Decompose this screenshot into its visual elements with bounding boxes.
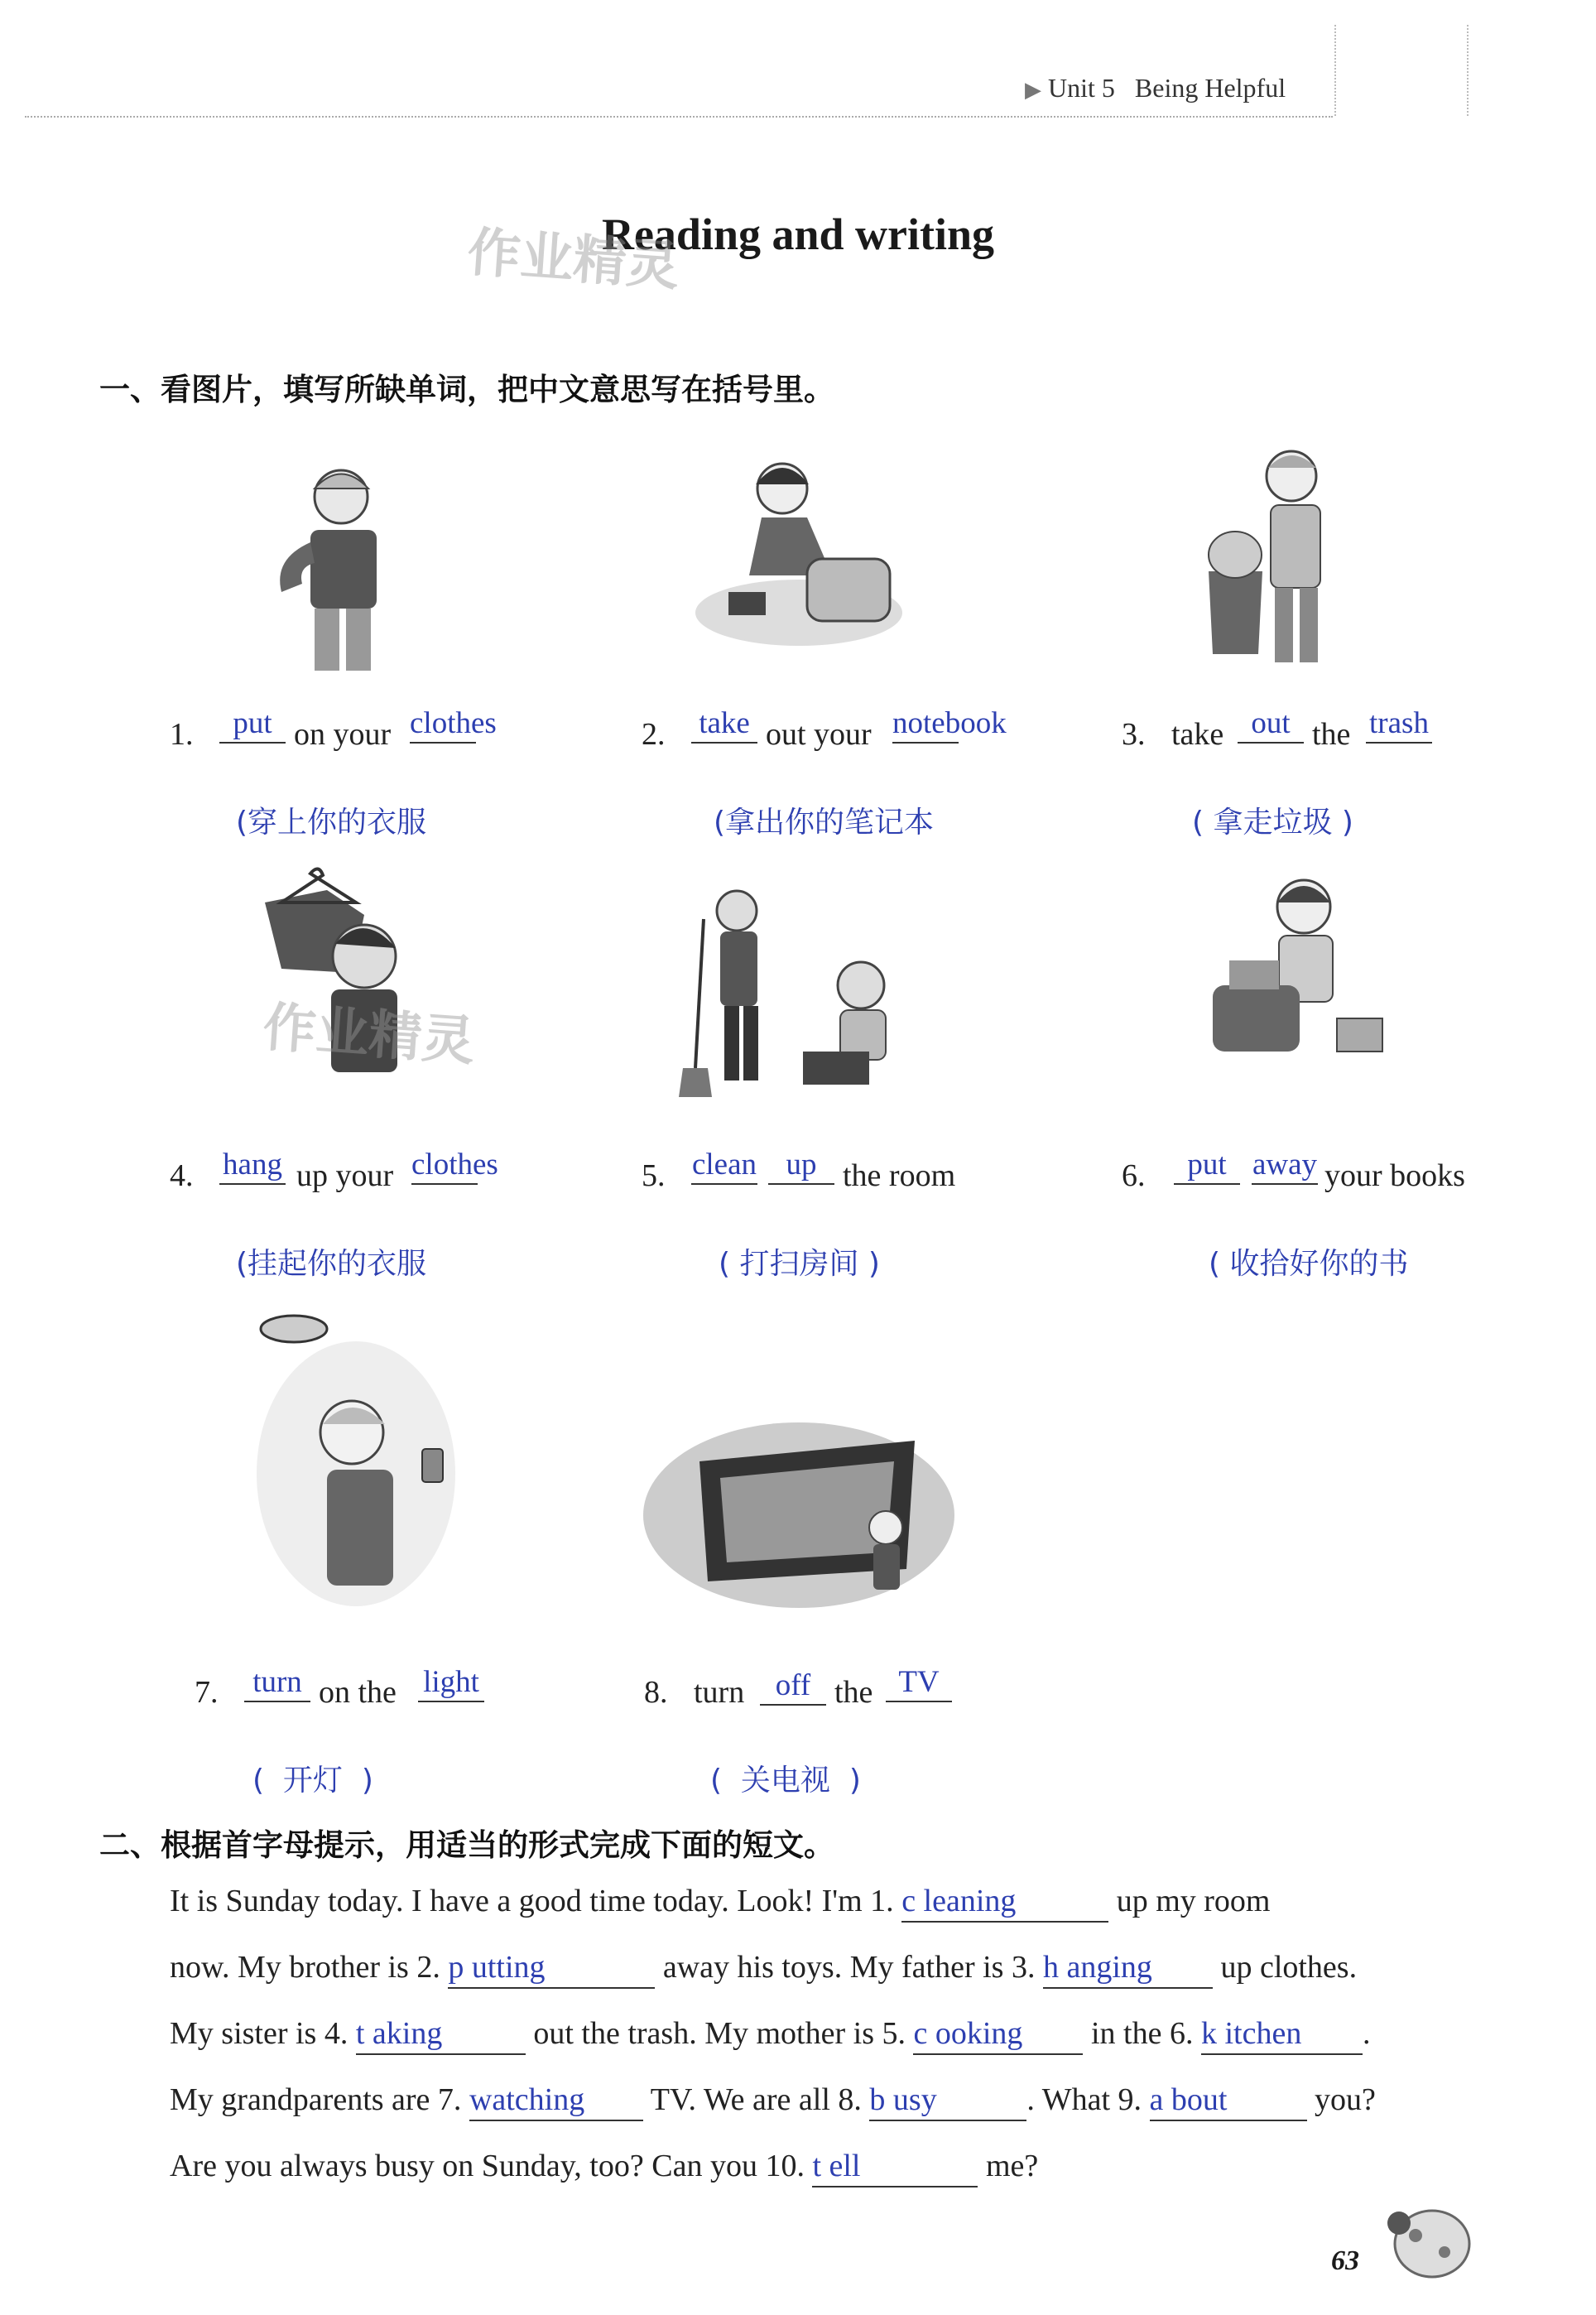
running-header xyxy=(1025,73,1286,103)
passage-text: you? xyxy=(1315,2082,1376,2117)
header-rule xyxy=(25,116,1333,118)
section-heading: 一、看图片，填写所缺单词，把中文意思写在括号里。 xyxy=(99,372,834,407)
passage-text: . What 9. xyxy=(1026,2082,1142,2117)
answer-blank: away xyxy=(1252,1147,1318,1185)
answer-blank: k itchen xyxy=(1201,2014,1363,2055)
ladybug-icon xyxy=(1374,2194,1473,2285)
watermark: 作业精灵 xyxy=(261,997,477,1073)
passage-text: . xyxy=(1362,2016,1371,2051)
translation: ( 收拾好你的书 xyxy=(1209,1247,1409,1281)
illustration-girl-backpack xyxy=(691,451,906,650)
answer-blank: take xyxy=(691,705,757,744)
item-number: 8. xyxy=(644,1675,668,1710)
translation: ( 开灯 ) xyxy=(252,1764,373,1798)
illustration-boy-light-switch xyxy=(248,1308,464,1615)
item-text: on the xyxy=(319,1675,397,1710)
passage-text: me? xyxy=(985,2149,1039,2183)
page-number: 63 xyxy=(1331,2245,1359,2276)
item-text: the xyxy=(834,1675,873,1710)
passage-line xyxy=(170,2146,1038,2187)
unit-label: Unit 5 xyxy=(1048,73,1115,103)
passage-text: out the trash. My mother is 5. xyxy=(533,2016,906,2051)
item-number: 2. xyxy=(642,717,666,752)
item-number: 1. xyxy=(170,717,194,752)
illustration-kids-cleaning xyxy=(679,878,927,1109)
translation: ( 拿走垃圾 ) xyxy=(1192,806,1353,840)
answer-blank: hang xyxy=(219,1147,286,1185)
answer-blank: t ell xyxy=(812,2146,978,2187)
translation: ( 关电视 ) xyxy=(710,1764,861,1798)
item-number: 5. xyxy=(642,1158,666,1193)
answer-blank: b usy xyxy=(869,2080,1026,2121)
item-text: your books xyxy=(1324,1158,1465,1193)
answer-blank: trash xyxy=(1366,705,1432,744)
illustration-girl-books xyxy=(1204,869,1395,1068)
passage-text: Are you always busy on Sunday, too? Can you 10. xyxy=(170,2149,805,2183)
item-text: turn xyxy=(694,1675,745,1710)
illustration-girl-trash xyxy=(1192,439,1366,671)
answer-blank: clothes xyxy=(410,705,476,744)
answer-blank: put xyxy=(1174,1147,1240,1185)
answer-blank: out xyxy=(1238,705,1304,744)
unit-topic: Being Helpful xyxy=(1134,73,1286,103)
passage-text: up my room xyxy=(1116,1884,1271,1918)
header-divider xyxy=(1467,25,1469,116)
passage-text: away his toys. My father is 3. xyxy=(662,1950,1036,1985)
answer-blank: up xyxy=(768,1147,834,1185)
illustration-boy-tv xyxy=(642,1420,956,1619)
translation: ( 打扫房间 ) xyxy=(719,1247,880,1281)
item-text: on your xyxy=(294,717,392,752)
passage-text: in the 6. xyxy=(1090,2016,1194,2051)
answer-blank: off xyxy=(760,1668,826,1706)
item-number: 7. xyxy=(195,1675,219,1710)
answer-blank: TV xyxy=(886,1664,952,1702)
passage-text: TV. We are all 8. xyxy=(650,2082,862,2117)
item-number: 4. xyxy=(170,1158,194,1193)
passage-text: My sister is 4. xyxy=(170,2016,349,2051)
item-text: the room xyxy=(843,1158,956,1193)
translation: (挂起你的衣服 xyxy=(236,1247,427,1281)
item-text: the xyxy=(1312,717,1351,752)
triangle-icon: ▶ xyxy=(1025,78,1041,102)
answer-blank: notebook xyxy=(892,705,959,744)
passage-text: up clothes. xyxy=(1220,1950,1358,1985)
header-divider xyxy=(1334,25,1336,116)
item-number: 6. xyxy=(1122,1158,1146,1193)
answer-blank: light xyxy=(418,1664,484,1702)
passage-text: My grandparents are 7. xyxy=(170,2082,462,2117)
passage-line xyxy=(170,1881,1270,1923)
translation: (拿出你的笔记本 xyxy=(714,806,935,840)
translation: (穿上你的衣服 xyxy=(236,806,427,840)
passage-text: It is Sunday today. I have a good time today. Look! I'm 1. xyxy=(170,1884,894,1918)
watermark: 作业精灵 xyxy=(465,222,681,298)
section-heading: 二、根据首字母提示，用适当的形式完成下面的短文。 xyxy=(99,1827,834,1863)
answer-blank: turn xyxy=(244,1664,310,1702)
passage-line xyxy=(170,2080,1376,2121)
answer-blank: clean xyxy=(691,1147,757,1185)
answer-blank: clothes xyxy=(411,1147,478,1185)
answer-blank: c leaning xyxy=(901,1881,1108,1923)
item-text: take xyxy=(1171,717,1224,752)
illustration-boy-dressing xyxy=(248,460,397,675)
answer-blank: p utting xyxy=(448,1947,655,1989)
answer-blank: watching xyxy=(469,2080,643,2121)
item-text: up your xyxy=(296,1158,394,1193)
passage-line xyxy=(170,1947,1357,1989)
passage-text: now. My brother is 2. xyxy=(170,1950,440,1985)
answer-blank: c ooking xyxy=(913,2014,1083,2055)
passage-line xyxy=(170,2014,1370,2055)
answer-blank: t aking xyxy=(356,2014,526,2055)
item-text: out your xyxy=(766,717,872,752)
item-number: 3. xyxy=(1122,717,1146,752)
answer-blank: put xyxy=(219,705,286,744)
page-title: Reading and writing xyxy=(601,209,995,259)
answer-blank: h anging xyxy=(1043,1947,1213,1989)
answer-blank: a bout xyxy=(1150,2080,1307,2121)
